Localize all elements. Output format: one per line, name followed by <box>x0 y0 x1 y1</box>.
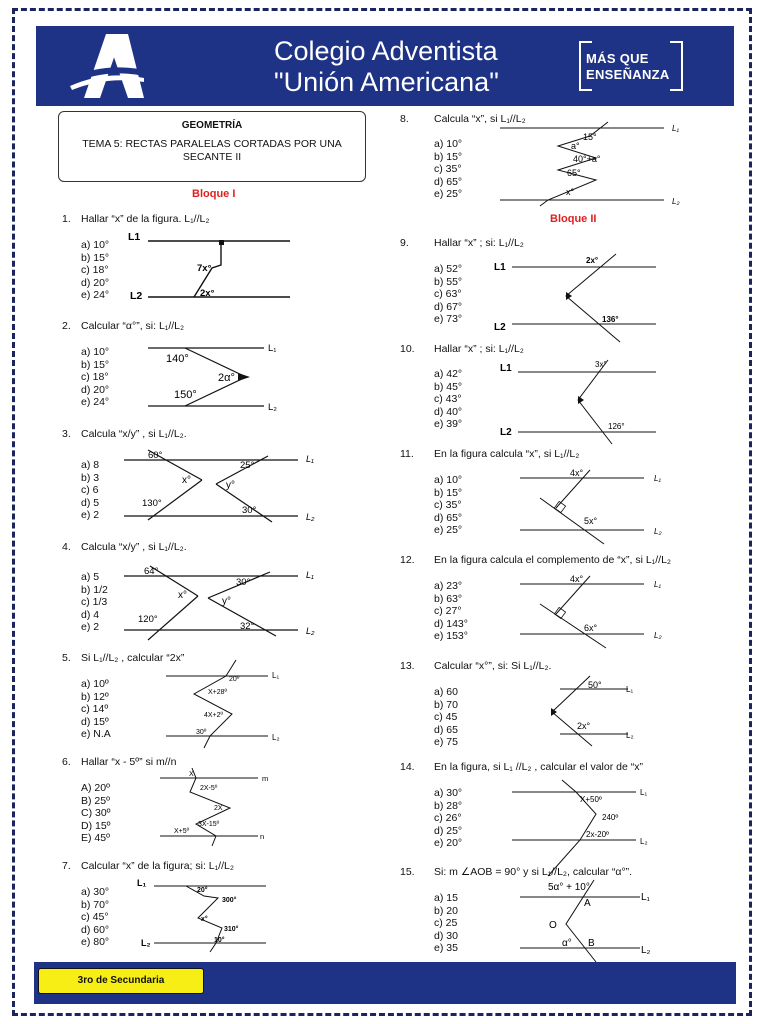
option-b[interactable]: b) 15° <box>434 150 463 163</box>
angle-label: 30° <box>242 505 257 516</box>
option-c[interactable]: c) 1/3 <box>81 596 108 609</box>
option-a[interactable]: a) 15 <box>434 892 458 904</box>
problem-number: 11. <box>400 448 414 460</box>
angle-label: 50° <box>588 680 602 690</box>
option-a[interactable]: a) 60 <box>434 686 458 698</box>
problem-question: Si L₁//L₂ , calcular “2x” <box>81 652 185 664</box>
option-e[interactable]: e) 25° <box>434 524 463 537</box>
problem-question: En la figura, si L₁ //L₂ , calcular el valor de “x” <box>434 761 643 773</box>
point-label: A <box>584 898 591 909</box>
angle-label: 32° <box>240 621 255 632</box>
label-l2: L₂ <box>268 402 277 413</box>
angle-label: 2x° <box>200 288 215 299</box>
option-b[interactable]: b) 20 <box>434 904 458 917</box>
angle-label: a° <box>571 141 580 151</box>
option-a[interactable]: a) 10º <box>81 678 109 690</box>
label-l2: L₂ <box>626 731 634 740</box>
option-e[interactable]: e) 25° <box>434 188 463 201</box>
motto-line1: MÁS QUE <box>586 51 649 66</box>
problem-number: 13. <box>400 660 415 672</box>
option-a[interactable]: a) 10° <box>81 346 110 358</box>
angle-label: x° <box>201 916 208 923</box>
option-a[interactable]: a) 10° <box>81 239 110 251</box>
angle-label: 20º <box>229 676 240 683</box>
angle-label: 65° <box>567 168 581 178</box>
option-e[interactable]: e) 75 <box>434 736 458 749</box>
angle-label: 30º <box>196 729 207 736</box>
problem-number: 9. <box>400 237 409 249</box>
angle-label: 4x° <box>570 574 584 584</box>
angle-label: 2X <box>214 805 223 812</box>
angle-label: X+28º <box>208 689 228 696</box>
option-d[interactable]: d) 30 <box>434 929 458 942</box>
option-e[interactable]: e) 153° <box>434 630 468 643</box>
option-a[interactable]: a) 23° <box>434 580 463 592</box>
option-b[interactable]: B) 25º <box>81 794 110 807</box>
option-b[interactable]: b) 15° <box>434 486 463 499</box>
angle-label: 15° <box>583 132 597 142</box>
problem-question: Hallar “x” ; si: L₁//L₂ <box>434 343 524 355</box>
subject-title: GEOMETRÍA <box>181 120 243 131</box>
angle-label: 3X-15º <box>198 821 220 828</box>
problem-number: 10. <box>400 343 415 355</box>
angle-label: y° <box>226 480 235 491</box>
label-l2: L₂ <box>306 512 315 522</box>
angle-label: 2X-5º <box>200 785 218 792</box>
problem-question: Calcular “α°”, si: L₁//L₂ <box>81 320 185 332</box>
angle-label: 60° <box>148 450 163 461</box>
option-a[interactable]: a) 5 <box>81 571 100 583</box>
option-d[interactable]: d) 20° <box>81 383 110 396</box>
option-e[interactable]: e) 24° <box>81 396 110 409</box>
label-l1: L₁ <box>306 570 314 580</box>
option-a[interactable]: a) 52° <box>434 263 463 275</box>
label-l1: L₁ <box>626 685 634 694</box>
problem-number: 14. <box>400 761 415 773</box>
label-l2: L₂ <box>672 197 680 206</box>
problem-question: Calcula “x/y” , si L₁//L₂. <box>81 541 187 553</box>
problem-question: En la figura calcula “x”, si L₁//L₂ <box>434 448 580 460</box>
label-l1: L₁ <box>306 454 314 464</box>
option-c[interactable]: c) 26° <box>434 812 462 825</box>
label-l2: L₂ <box>641 945 651 956</box>
angle-label: y° <box>222 596 231 607</box>
angle-label: α° <box>562 938 572 949</box>
label-l2: L2 <box>500 427 512 438</box>
motto-line2: ENSEÑANZA <box>586 67 670 82</box>
option-b[interactable]: b) 70° <box>81 898 110 911</box>
label-l1: L₁ <box>654 580 661 589</box>
problem-number: 1. <box>62 213 71 225</box>
option-a[interactable]: a) 30° <box>81 886 110 898</box>
label-n: n <box>260 832 265 841</box>
problem-number: 3. <box>62 428 71 440</box>
option-d[interactable]: d) 65 <box>434 723 458 736</box>
angle-label: 20° <box>197 887 208 894</box>
problem-question: Hallar “x” de la figura. L₁//L₂ <box>81 213 210 225</box>
label-l1: L₁ <box>641 892 650 903</box>
problem-question: Calcula “x”, si L₁//L₂ <box>434 113 526 125</box>
option-c[interactable]: c) 45 <box>434 711 458 724</box>
option-e[interactable]: e) 39° <box>434 418 463 431</box>
option-c[interactable]: c) 18° <box>81 264 109 277</box>
angle-label: 300° <box>222 897 237 904</box>
angle-label: x° <box>182 475 191 486</box>
option-c[interactable]: c) 14º <box>81 703 109 716</box>
option-c[interactable]: c) 27° <box>434 605 462 618</box>
option-d[interactable]: d) 143° <box>434 617 468 630</box>
point-label: B <box>588 938 595 949</box>
option-a[interactable]: a) 8 <box>81 459 100 471</box>
option-c[interactable]: c) 25 <box>434 917 458 930</box>
option-b[interactable]: b) 70 <box>434 698 458 711</box>
angle-label: 130° <box>142 498 162 509</box>
problem-number: 12. <box>400 554 415 566</box>
problem-question: Hallar “x - 5º” si m//n <box>81 756 177 768</box>
option-b[interactable]: b) 63° <box>434 592 463 605</box>
topic-title: TEMA 5: RECTAS PARALELAS CORTADAS POR UNA SECANTE II <box>82 138 342 163</box>
option-e[interactable]: e) 2 <box>81 621 100 634</box>
angle-label: 310° <box>224 926 239 933</box>
angle-label: 120° <box>138 614 158 625</box>
option-b[interactable]: b) 12º <box>81 690 109 703</box>
option-c[interactable]: c) 18° <box>81 371 109 384</box>
angle-label: 2x° <box>586 256 599 265</box>
angle-label: 30° <box>236 577 251 588</box>
option-b[interactable]: b) 28° <box>434 799 463 812</box>
label-l2: L2 <box>494 322 506 333</box>
angle-label: 140° <box>166 353 189 365</box>
problem-question: Calcula “x/y” , si L₁//L₂. <box>81 428 187 440</box>
option-b[interactable]: b) 45° <box>434 380 463 393</box>
option-d[interactable]: d) 65° <box>434 175 463 188</box>
option-b[interactable]: b) 15° <box>81 358 110 371</box>
label-l2: L2 <box>130 290 143 302</box>
angle-label: 4x° <box>570 468 584 478</box>
bloque-i-heading: Bloque I <box>192 188 236 200</box>
angle-label: 136° <box>602 315 619 324</box>
angle-label: 2x° <box>577 721 591 731</box>
problem-number: 15. <box>400 866 415 878</box>
option-e[interactable]: e) 73° <box>434 313 463 326</box>
label-l2: L₂ <box>141 938 151 948</box>
footer-bar <box>34 962 736 1004</box>
problem-question: Calcular “x°”, si: Si L₁//L₂. <box>434 660 552 672</box>
label-l1: L₁ <box>268 343 277 354</box>
option-b[interactable]: b) 1/2 <box>81 583 108 596</box>
school-name-line2: "Unión Americana" <box>274 67 499 97</box>
option-a[interactable]: a) 42° <box>434 368 463 380</box>
angle-label: 5x° <box>584 516 598 526</box>
problem-number: 7. <box>62 860 71 872</box>
angle-label: 25° <box>240 460 255 471</box>
option-d[interactable]: D) 15º <box>81 819 111 832</box>
option-d[interactable]: d) 15º <box>81 715 109 728</box>
bloque-ii-heading: Bloque II <box>550 213 597 225</box>
angle-label: X+5º <box>174 828 190 835</box>
problem-question: Calcular “x” de la figura; si: L₁//L₂ <box>81 860 234 872</box>
option-c[interactable]: c) 35° <box>434 499 462 512</box>
label-l1: L₁ <box>654 474 661 483</box>
angle-label: 40°+a° <box>573 154 601 164</box>
option-e[interactable]: e) N.A <box>81 728 111 741</box>
angle-label: X+50º <box>580 795 602 804</box>
option-a[interactable]: a) 10° <box>434 474 463 486</box>
option-b[interactable]: b) 3 <box>81 471 100 484</box>
angle-label: X <box>189 771 194 778</box>
label-l1: L₁ <box>672 124 679 133</box>
option-c[interactable]: c) 35° <box>434 163 462 176</box>
label-l2: L₂ <box>272 733 280 742</box>
option-a[interactable]: a) 30° <box>434 787 463 799</box>
label-l1: L1 <box>128 231 141 243</box>
grade-badge: 3ro de Secundaria <box>38 968 204 994</box>
option-b[interactable]: b) 15° <box>81 251 110 264</box>
angle-label: 150° <box>174 389 197 401</box>
label-l1: L1 <box>500 363 512 374</box>
angle-label: 240º <box>602 813 619 822</box>
option-e[interactable]: E) 45º <box>81 832 110 845</box>
problem-question: Si: m ∠AOB = 90° y si L₁//L₂, calcular “α°”. <box>434 866 633 878</box>
angle-label: 5α° + 10° <box>548 882 590 893</box>
angle-label: 64° <box>144 566 159 577</box>
option-d[interactable]: d) 40° <box>434 405 463 418</box>
label-l1: L₁ <box>137 878 147 888</box>
option-d[interactable]: d) 4 <box>81 608 100 621</box>
option-d[interactable]: d) 25° <box>434 824 463 837</box>
option-c[interactable]: c) 43° <box>434 393 462 406</box>
angle-label: 10° <box>214 937 225 944</box>
label-l1: L₁ <box>640 788 648 797</box>
angle-label: 3x° <box>595 360 607 369</box>
option-d[interactable]: d) 65° <box>434 511 463 524</box>
option-d[interactable]: d) 67° <box>434 300 463 313</box>
problem-number: 6. <box>62 756 71 768</box>
angle-label: 126° <box>608 422 625 431</box>
option-a[interactable]: A) 20º <box>81 782 110 794</box>
angle-label: 2α° <box>218 372 235 384</box>
option-d[interactable]: d) 20° <box>81 276 110 289</box>
label-l2: L₂ <box>654 631 662 640</box>
point-label: O <box>549 920 557 931</box>
label-l2: L₂ <box>306 626 315 636</box>
option-d[interactable]: d) 5 <box>81 496 100 509</box>
option-c[interactable]: c) 63° <box>434 288 462 301</box>
option-e[interactable]: e) 35 <box>434 942 458 955</box>
problem-number: 4. <box>62 541 71 553</box>
option-e[interactable]: e) 24° <box>81 289 110 302</box>
option-e[interactable]: e) 2 <box>81 509 100 522</box>
problem-question: Hallar “x” ; si: L₁//L₂ <box>434 237 524 249</box>
label-m: m <box>262 774 269 783</box>
school-name-line1: Colegio Adventista <box>274 36 498 66</box>
angle-label: 7x° <box>197 263 212 274</box>
option-c[interactable]: c) 6 <box>81 484 99 497</box>
option-c[interactable]: c) 45° <box>81 911 109 924</box>
label-l1: L1 <box>494 262 506 273</box>
problem-number: 5. <box>62 652 71 664</box>
option-b[interactable]: b) 55° <box>434 275 463 288</box>
problem-number: 8. <box>400 113 409 125</box>
label-l2: L₂ <box>654 527 662 536</box>
option-a[interactable]: a) 10° <box>434 138 463 150</box>
angle-label: 4X+2º <box>204 712 224 719</box>
angle-label: 6x° <box>584 623 598 633</box>
option-e[interactable]: e) 80° <box>81 936 110 949</box>
label-l1: L₁ <box>272 671 280 680</box>
angle-label: 2x-20º <box>586 830 609 839</box>
angle-label: x° <box>566 187 575 197</box>
option-e[interactable]: e) 20° <box>434 837 463 850</box>
problem-number: 2. <box>62 320 71 332</box>
label-l2: L₂ <box>640 837 648 846</box>
option-c[interactable]: C) 30º <box>81 807 111 820</box>
option-d[interactable]: d) 60° <box>81 923 110 936</box>
angle-label: x° <box>178 590 187 601</box>
problem-question: En la figura calcula el complemento de “x”, si L₁//L₂ <box>434 554 671 566</box>
